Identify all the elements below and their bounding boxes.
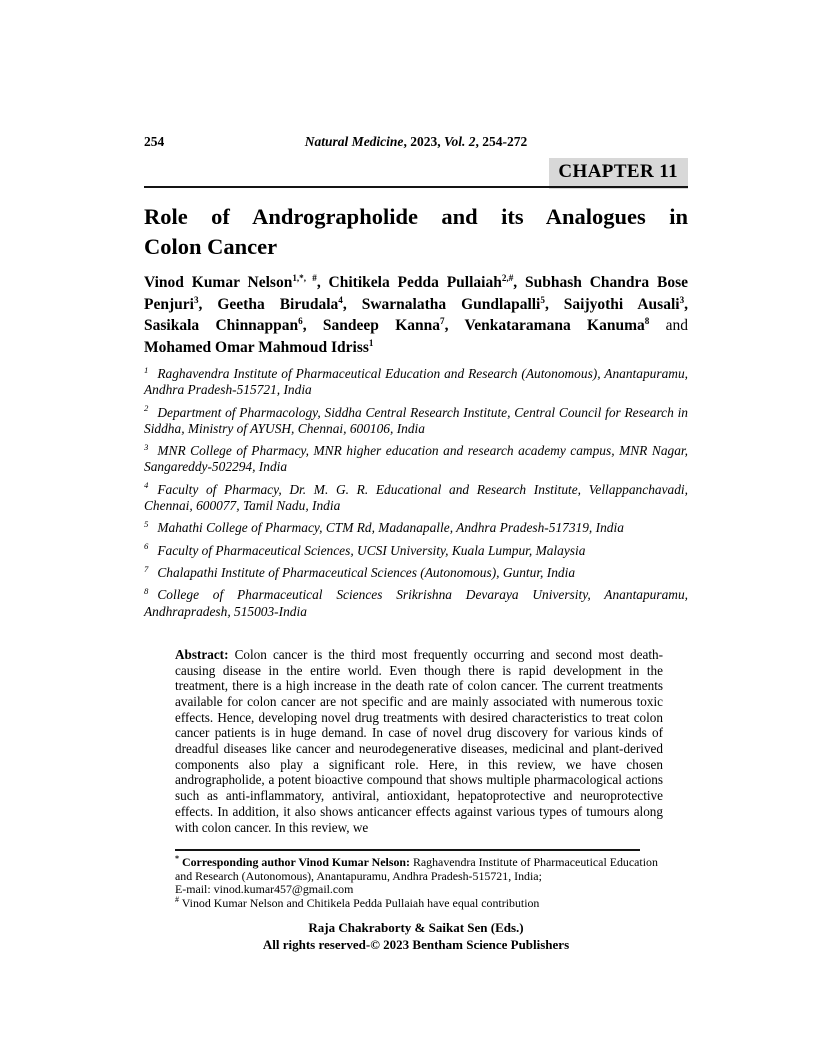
affiliation-marker: 3 [144, 441, 149, 452]
affiliation-marker: 4 [144, 480, 149, 491]
affiliation-text: Faculty of Pharmaceutical Sciences, UCSI University, Kuala Lumpur, Malaysia [157, 542, 586, 558]
affiliation-marker: 2 [144, 403, 149, 414]
page-content [144, 134, 688, 953]
affiliation-text: MNR College of Pharmacy, MNR higher education and research academy campus, MNR Nagar, Sangareddy-502294, India [144, 443, 688, 475]
affiliation-list [144, 366, 688, 620]
author-line: Penjuri$^3$, Geetha Birudala$^4$, Swarnalatha Gundlapalli$^5$, Saijyothi Ausali$^3$, [144, 294, 689, 313]
abstract-text: Colon cancer is the third most frequently occurring and second most death-causing disease in the entire world. Even though there is rapid development in the treatment, there is a high increase in the death rate of colon cancer. The current treatments available for colon cancer are not specific and are mainly associated with numerous toxic effects. Hence, developing novel drug treatments with desired characteristics to treat colon cancer patients is in huge demand. In case of novel drug discovery for various kinds of dreadful diseases like cancer and neurodegenerative diseases, medicinal and plant-derived components also play a significant role. Here, in this review, we have chosen andrographolide, a potent bioactive compound that shows multiple pharmacological actions such as anti-inflammatory, antiviral, antioxidant, hepatoprotective and neuroprotective effects. In addition, it also shows anticancer effects against various types of tumours along with colon cancer. In this review, we [175, 646, 663, 835]
copyright-line: All rights reserved-© 2023 Bentham Science Publishers [262, 936, 570, 952]
affiliation-2 [144, 405, 688, 438]
chapter-title [144, 202, 688, 262]
affiliation-8 [144, 587, 688, 620]
email-line: E-mail: vinod.kumar457@gmail.com [175, 882, 354, 897]
affiliation-marker: 1 [144, 364, 149, 375]
affiliation-text: Chalapathi Institute of Pharmaceutical Sciences (Autonomous), Guntur, India [157, 564, 576, 580]
equal-contribution-note: # Vinod Kumar Nelson and Chitikela Pedda Pullaiah have equal contribution [175, 895, 540, 911]
journal-reference: Natural Medicine, 2023, Vol. 2, 254-272 [304, 134, 528, 149]
chapter-banner-row [144, 158, 688, 191]
editors-line: Raja Chakraborty & Saikat Sen (Eds.) [308, 920, 524, 936]
affiliation-6 [144, 543, 688, 559]
affiliation-marker: 7 [144, 563, 149, 574]
affiliation-4 [144, 482, 688, 515]
chapter-rule [144, 186, 688, 188]
author-line: Vinod Kumar Nelson$^{1,*, \#}$, Chitikela Pedda Pullaiah$^{2,\#}$, Subhash Chandra Bose [144, 272, 688, 291]
affiliation-text: Raghavendra Institute of Pharmaceutical Education and Research (Autonomous), Anantapuramu, Andhra Pradesh-515721, India [144, 366, 688, 398]
chapter-title-line-1: Role of Andrographolide and its Analogues in [144, 204, 688, 229]
page-number: 254 [144, 134, 165, 149]
abstract [175, 647, 663, 835]
affiliation-marker: 6 [144, 541, 149, 552]
footnote-block [175, 849, 663, 911]
affiliation-1 [144, 366, 688, 399]
publisher-footer [144, 920, 688, 953]
affiliation-text: College of Pharmaceutical Sciences Srikrishna Devaraya University, Anantapuramu, Andhrapradesh, 515003-India [144, 587, 688, 619]
running-head [144, 134, 688, 150]
affiliation-text: Faculty of Pharmacy, Dr. M. G. R. Educational and Research Institute, Vellappanchavadi, Chennai, 600077, Tamil Nadu, India [144, 481, 688, 514]
affiliation-3 [144, 443, 688, 476]
affiliation-text: Department of Pharmacology, Siddha Central Research Institute, Central Council for Research in Siddha, Ministry of AYUSH, Chennai, 600106, India [144, 404, 688, 436]
abstract-label: Abstract: [175, 646, 229, 662]
footnote-rule [175, 849, 640, 851]
chapter-title-line-2: Colon Cancer [144, 234, 278, 259]
affiliation-text: Mahathi College of Pharmacy, CTM Rd, Madanapalle, Andhra Pradesh-517319, India [157, 520, 624, 536]
affiliation-7 [144, 565, 688, 581]
affiliation-marker: 8 [144, 585, 149, 596]
chapter-badge: CHAPTER 11 [549, 158, 688, 189]
author-list [144, 272, 688, 358]
affiliation-5 [144, 520, 688, 536]
author-line: Sasikala Chinnappan$^6$, Sandeep Kanna$^7$, Venkataramana Kanuma$^8$ and [144, 315, 688, 334]
affiliation-marker: 5 [144, 518, 149, 529]
corresponding-author-note: * Corresponding author Vinod Kumar Nelson: Raghavendra Institute of Pharmaceutical Education and Research (Autonomous), Anantapuramu, Andhra Pradesh-515721, India; [175, 853, 658, 883]
author-line: Mohamed Omar Mahmoud Idriss$^1$ [144, 337, 374, 356]
